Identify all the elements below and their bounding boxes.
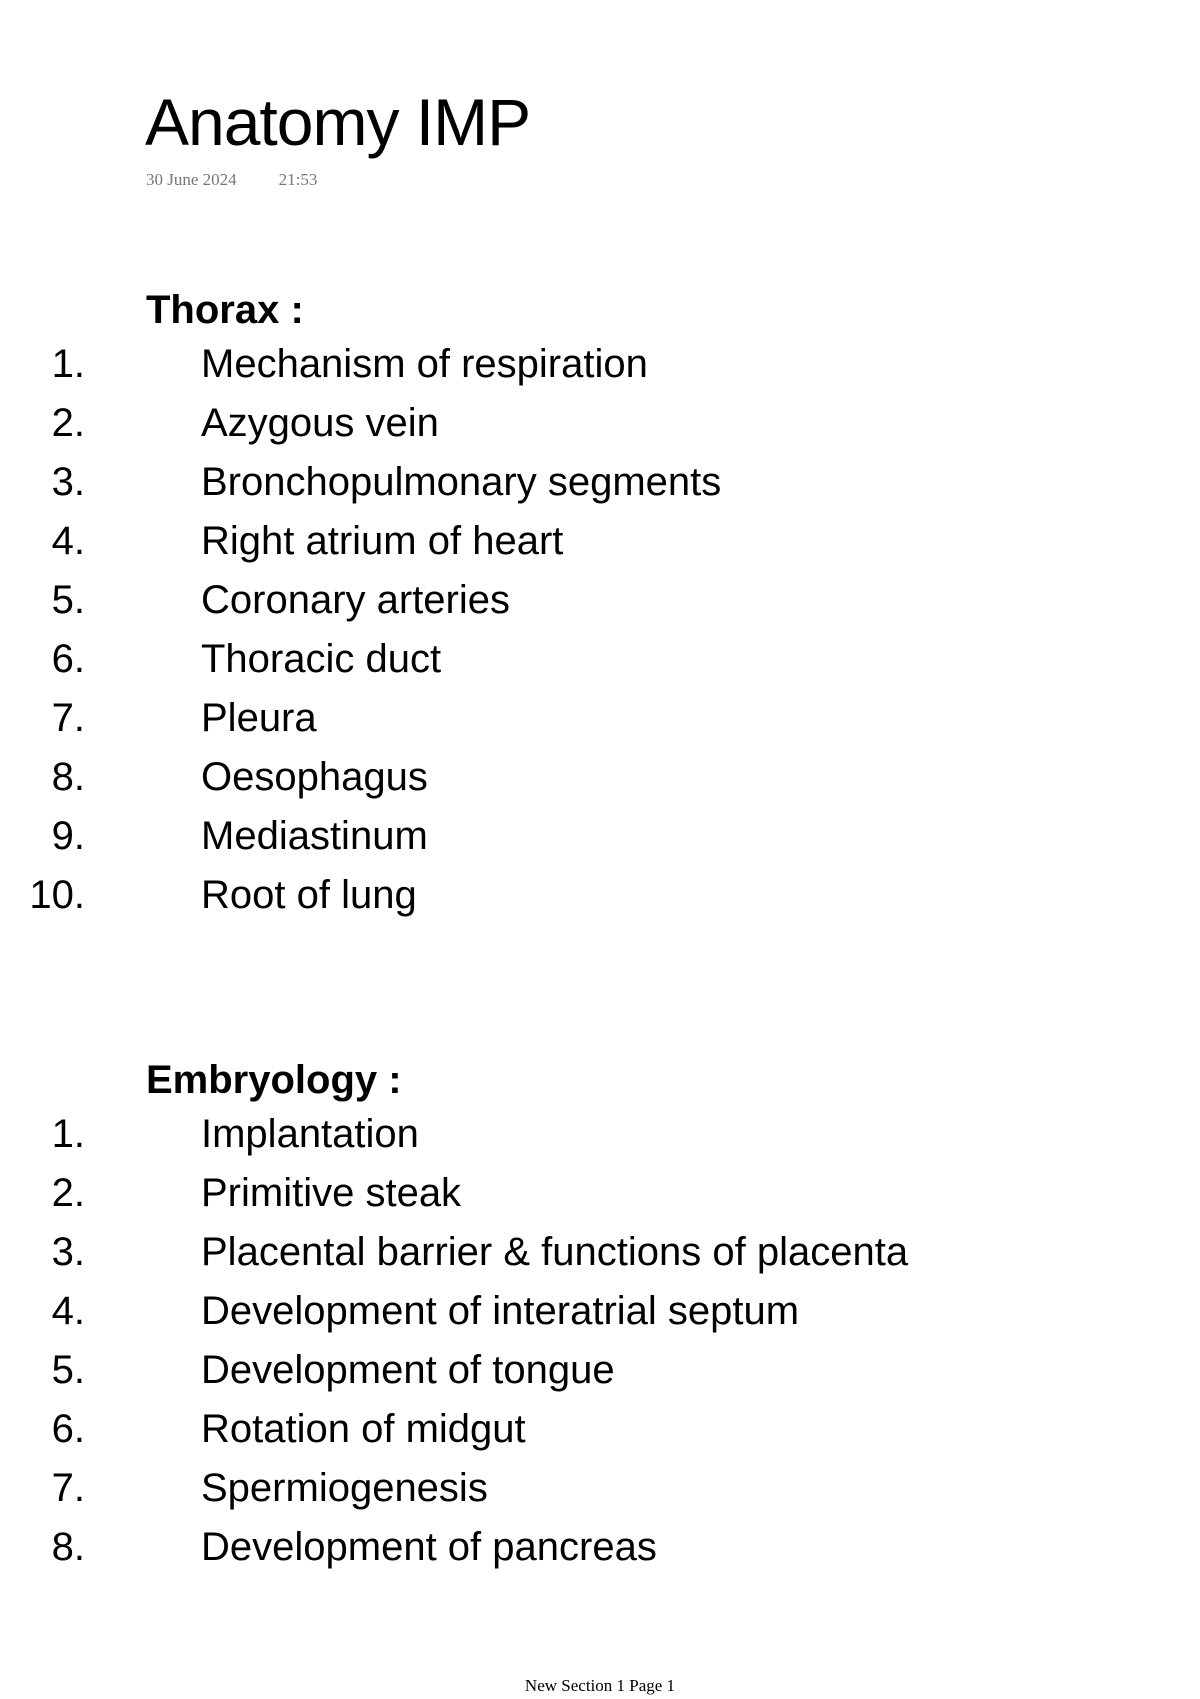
list-item — [0, 1287, 1100, 1346]
list-item — [0, 812, 1100, 871]
section-heading: Thorax : — [146, 288, 304, 332]
list-item-text: Coronary arteries — [201, 578, 511, 622]
list-number: 4. — [51, 519, 85, 563]
list-item — [0, 694, 1100, 753]
list-item — [0, 1228, 1100, 1287]
list-number: 6. — [51, 637, 85, 681]
list-number: 8. — [51, 1525, 85, 1569]
list-item-text: Pleura — [201, 696, 317, 740]
list-item-text: Root of lung — [201, 873, 417, 917]
list-number: 9. — [51, 814, 85, 858]
list-item-text: Oesophagus — [201, 755, 428, 799]
list-item-text: Azygous vein — [201, 401, 439, 445]
list-number: 7. — [51, 1466, 85, 1510]
list-number: 10. — [29, 873, 85, 917]
list-number: 1. — [51, 1112, 85, 1156]
list-number: 3. — [51, 1230, 85, 1274]
page-footer — [0, 1676, 1200, 1696]
list-number: 6. — [51, 1407, 85, 1451]
list-number: 5. — [51, 578, 85, 622]
list-item-text: Thoracic duct — [201, 637, 442, 681]
list-item — [0, 1464, 1100, 1523]
list-item-text: Mediastinum — [201, 814, 428, 858]
footer-text: New Section 1 Page 1 — [524, 1676, 676, 1695]
list-item-text: Implantation — [201, 1112, 419, 1156]
list-item-text: Development of interatrial septum — [201, 1289, 800, 1333]
list-item — [0, 1523, 1100, 1582]
list-item — [0, 576, 1100, 635]
list-item — [0, 458, 1100, 517]
note-time: 21:53 — [278, 170, 318, 189]
list-item-text: Primitive steak — [201, 1171, 462, 1215]
list-item-text: Rotation of midgut — [201, 1407, 526, 1451]
list-item-text: Development of tongue — [201, 1348, 615, 1392]
list-item-text: Placental barrier & functions of placenta — [201, 1230, 909, 1274]
list-item — [0, 517, 1100, 576]
section-heading: Embryology : — [146, 1058, 402, 1102]
list-item — [0, 1110, 1100, 1169]
list-item — [0, 635, 1100, 694]
list-number: 8. — [51, 755, 85, 799]
note-metadata — [146, 170, 317, 190]
list-item-text: Right atrium of heart — [201, 519, 564, 563]
list-number: 5. — [51, 1348, 85, 1392]
list-item-text: Development of pancreas — [201, 1525, 657, 1569]
thorax-list — [0, 340, 1100, 930]
list-item — [0, 340, 1100, 399]
note-date: 30 June 2024 — [146, 170, 237, 189]
list-number: 7. — [51, 696, 85, 740]
list-item — [0, 753, 1100, 812]
list-item — [0, 871, 1100, 930]
list-number: 4. — [51, 1289, 85, 1333]
list-item — [0, 1169, 1100, 1228]
embryology-list — [0, 1110, 1100, 1582]
list-item — [0, 399, 1100, 458]
list-item — [0, 1405, 1100, 1464]
list-item — [0, 1346, 1100, 1405]
page-title: Anatomy IMP — [145, 85, 531, 159]
list-number: 2. — [51, 401, 85, 445]
list-item-text: Bronchopulmonary segments — [201, 460, 722, 504]
list-item-text: Mechanism of respiration — [201, 342, 648, 386]
list-item-text: Spermiogenesis — [201, 1466, 488, 1510]
list-number: 3. — [51, 460, 85, 504]
list-number: 2. — [51, 1171, 85, 1215]
list-number: 1. — [51, 342, 85, 386]
